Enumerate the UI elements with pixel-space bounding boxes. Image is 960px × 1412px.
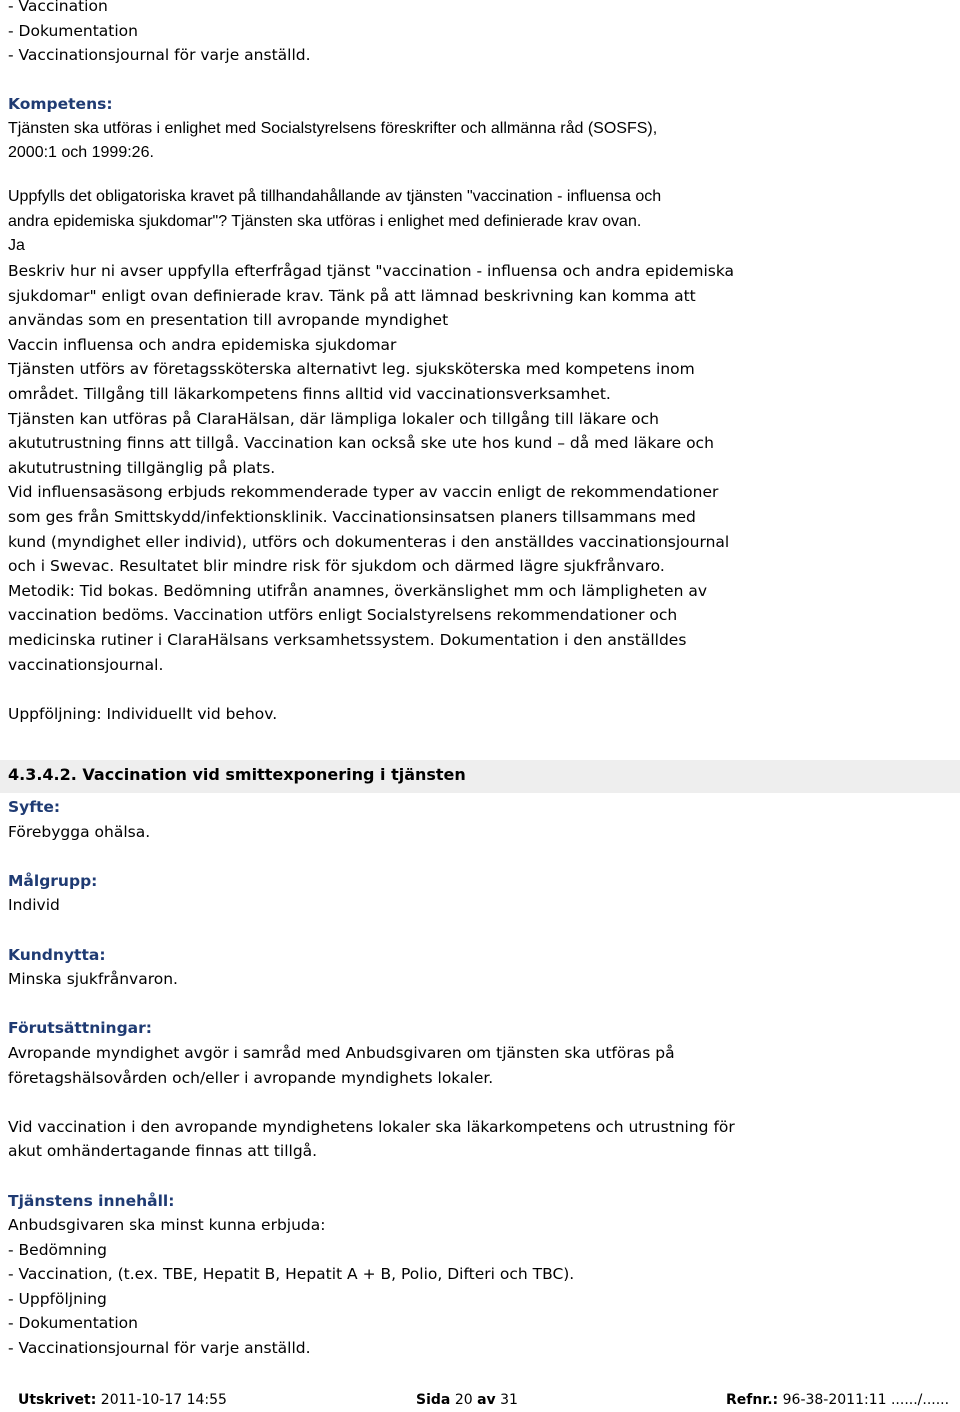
forutsattningar-line: företagshälsovården och/eller i avropande myndighets lokaler. [8, 1068, 494, 1087]
section-title: 4.3.4.2. Vaccination vid smittexponering i tjänsten [8, 765, 466, 784]
description-line: kund (myndighet eller individ), utförs och dokumenteras i den anställdes vaccinationsjournal [8, 532, 730, 551]
description-line: och i Swevac. Resultatet blir mindre risk för sjukdom och därmed lägre sjukfrånvaro. [8, 557, 665, 576]
followup-line: Uppföljning: Individuellt vid behov. [8, 704, 278, 723]
description-line: sjukdomar" enligt ovan definierade krav. Tänk på att lämnad beskrivning kan komma att [8, 286, 696, 305]
footer-page-label: Sida [416, 1392, 451, 1408]
description-line: akututrustning finns att tillgå. Vaccination kan också ske ute hos kund – då med läkare och [8, 434, 714, 453]
footer-printed-label: Utskrivet: [18, 1392, 97, 1408]
description-line: vaccinationsjournal. [8, 655, 164, 674]
innehall-item: - Bedömning [8, 1240, 107, 1259]
footer-page-of: av [477, 1392, 496, 1408]
kompetens-heading: Kompetens: [8, 95, 113, 113]
footer-printed-value: 2011-10-17 14:55 [100, 1392, 227, 1408]
requirement-line: andra epidemiska sjukdomar"? Tjänsten ska utföras i enlighet med definierade krav ovan. [8, 212, 642, 230]
footer-ref-label: Refnr.: [726, 1392, 779, 1408]
list-item: - Vaccination [8, 0, 108, 15]
description-line: området. Tillgång till läkarkompetens finns alltid vid vaccinationsverksamhet. [8, 384, 611, 403]
description-line: Vid influensasäsong erbjuds rekommenderade typer av vaccin enligt de rekommendationer [8, 483, 719, 502]
innehall-item: - Vaccinationsjournal för varje anställd. [8, 1339, 311, 1358]
description-line: Tjänsten kan utföras på ClaraHälsan, där lämpliga lokaler och tillgång till läkare och [8, 409, 659, 428]
description-line: vaccination bedöms. Vaccination utförs enligt Socialstyrelsens rekommendationer och [8, 606, 678, 625]
description-line: användas som en presentation till avropande myndighet [8, 311, 449, 330]
description-line: medicinska rutiner i ClaraHälsans verksamhetssystem. Dokumentation i den anställdes [8, 630, 687, 649]
list-item: - Dokumentation [8, 21, 138, 40]
kompetens-line: Tjänsten ska utföras i enlighet med Socialstyrelsens föreskrifter och allmänna råd (SOSFS), [8, 119, 658, 137]
description-line: akututrustning tillgänglig på plats. [8, 458, 276, 477]
vid-line: akut omhändertagande finnas att tillgå. [8, 1142, 318, 1161]
description-line: Tjänsten utförs av företagssköterska alternativt leg. sjuksköterska med kompetens inom [8, 360, 695, 379]
footer-page-total: 31 [500, 1392, 518, 1408]
footer-page-number: 20 [454, 1392, 473, 1408]
kundnytta-label: Kundnytta: [8, 945, 106, 964]
requirement-answer: Ja [8, 237, 25, 255]
footer-printed [18, 1392, 227, 1408]
innehall-item: - Uppföljning [8, 1289, 107, 1308]
innehall-label: Tjänstens innehåll: [8, 1191, 175, 1210]
syfte-label: Syfte: [8, 798, 61, 816]
kompetens-block [8, 92, 657, 166]
innehall-item: - Dokumentation [8, 1314, 138, 1333]
vid-line: Vid vaccination i den avropande myndighetens lokaler ska läkarkompetens och utrustning för [8, 1117, 735, 1136]
description-line: Metodik: Tid bokas. Bedömning utifrån anamnes, överkänslighet mm och lämpligheten av [8, 581, 708, 600]
list-item: - Vaccinationsjournal för varje anställd. [8, 46, 311, 65]
requirement-line: Uppfylls det obligatoriska kravet på tillhandahållande av tjänsten "vaccination - influensa och [8, 188, 662, 205]
syfte-value: Förebygga ohälsa. [8, 822, 151, 841]
requirement-block [8, 185, 661, 259]
description-line: som ges från Smittskydd/infektionsklinik. Vaccinationsinsatsen planers tillsammans med [8, 507, 696, 526]
kundnytta-value: Minska sjukfrånvaron. [8, 970, 178, 989]
description-line: Vaccin influensa och andra epidemiska sjukdomar [8, 335, 397, 354]
innehall-intro: Anbudsgivaren ska minst kunna erbjuda: [8, 1216, 326, 1235]
description-block [8, 259, 734, 726]
malgrupp-value: Individ [8, 896, 60, 915]
innehall-item: - Vaccination, (t.ex. TBE, Hepatit B, Hepatit A + B, Polio, Difteri och TBC). [8, 1265, 575, 1284]
page-footer [0, 1392, 960, 1412]
forutsattningar-line: Avropande myndighet avgör i samråd med Anbudsgivaren om tjänsten ska utföras på [8, 1043, 675, 1062]
malgrupp-label: Målgrupp: [8, 871, 98, 890]
kompetens-line: 2000:1 och 1999:26. [8, 144, 154, 162]
description-line: Beskriv hur ni avser uppfylla efterfrågad tjänst "vaccination - influensa och andra epidemiska [8, 262, 735, 280]
section-body [8, 795, 953, 1361]
footer-ref [726, 1392, 949, 1408]
top-list [8, 0, 311, 68]
footer-ref-value: 96-38-2011:11 ....../...... [782, 1392, 950, 1408]
forutsattningar-label: Förutsättningar: [8, 1019, 152, 1038]
footer-page [416, 1392, 518, 1408]
